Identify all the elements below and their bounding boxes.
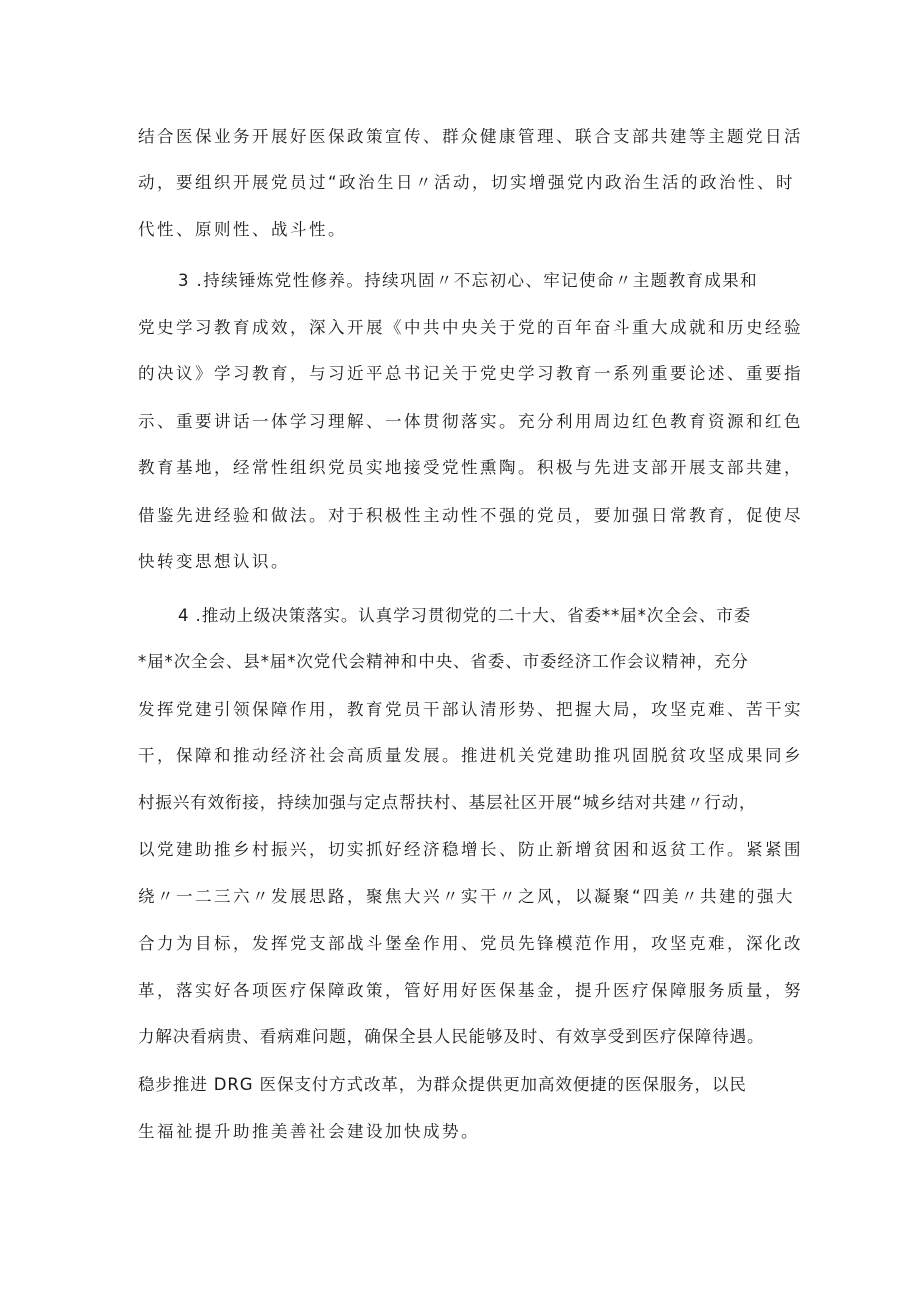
text-line: 发挥党建引领保障作用，教育党员干部认清形势、把握大局，攻坚克难、苦干实 [138, 700, 803, 719]
text-line: 稳步推进 DRG 医保支付方式改革，为群众提供更加高效便捷的医保服务，以民 [138, 1075, 747, 1094]
text-line: 村振兴有效衔接，持续加强与定点帮扶村、基层社区开展“城乡结对共建〃行动， [138, 793, 757, 812]
text-line: 动，要组织开展党员过“政治生日〃活动，切实增强党内政治生活的政治性、时 [138, 173, 796, 192]
text-line: 生福祉提升助推美善社会建设加快成势。 [138, 1122, 480, 1141]
text-line: 快转变思想认识。 [138, 552, 290, 571]
text-line: 革，落实好各项医疗保障政策，管好用好医保基金，提升医疗保障服务质量，努 [138, 981, 803, 1000]
section-4-heading-line: 4 .推动上级决策落实。认真学习贯彻党的二十大、省委**届*次全会、市委 [178, 606, 752, 625]
text-line: 示、重要讲话一体学习理解、一体贯彻落实。充分利用周边红色教育资源和红色 [138, 412, 803, 431]
text-line: 力解决看病贵、看病难问题，确保全县人民能够及时、有效享受到医疗保障待遇。 [138, 1027, 765, 1046]
text-line: 党史学习教育成效，深入开展《中共中央关于党的百年奋斗重大成就和历史经验 [138, 318, 803, 337]
section-3-heading-line: 3 .持续锤炼党性修养。持续巩固〃不忘初心、牢记使命〃主题教育成果和 [178, 271, 759, 290]
text-line: 以党建助推乡村振兴，切实抓好经济稳增长、防止新增贫困和返贫工作。紧紧围 [138, 840, 803, 859]
text-line: 干，保障和推动经济社会高质量发展。推进机关党建助推巩固脱贫攻坚成果同乡 [138, 746, 803, 765]
text-line: 代性、原则性、战斗性。 [138, 220, 347, 239]
text-line: *届*次全会、县*届*次党代会精神和中央、省委、市委经济工作会议精神，充分 [138, 652, 749, 671]
text-line: 借鉴先进经验和做法。对于积极性主动性不强的党员，要加强日常教育，促使尽 [138, 506, 803, 525]
text-line: 结合医保业务开展好医保政策宣传、群众健康管理、联合支部共建等主题党日活 [138, 127, 803, 146]
text-line: 的决议》学习教育，与习近平总书记关于党史学习教育一系列重要论述、重要指 [138, 364, 803, 383]
text-line: 教育基地，经常性组织党员实地接受党性熏陶。积极与先进支部开展支部共建， [138, 458, 803, 477]
text-line: 绕〃一二三六〃发展思路，聚焦大兴〃实干〃之风，以凝聚“四美〃共建的强大 [138, 887, 796, 906]
text-line: 合力为目标，发挥党支部战斗堡垒作用、党员先锋模范作用，攻坚克难，深化改 [138, 934, 803, 953]
